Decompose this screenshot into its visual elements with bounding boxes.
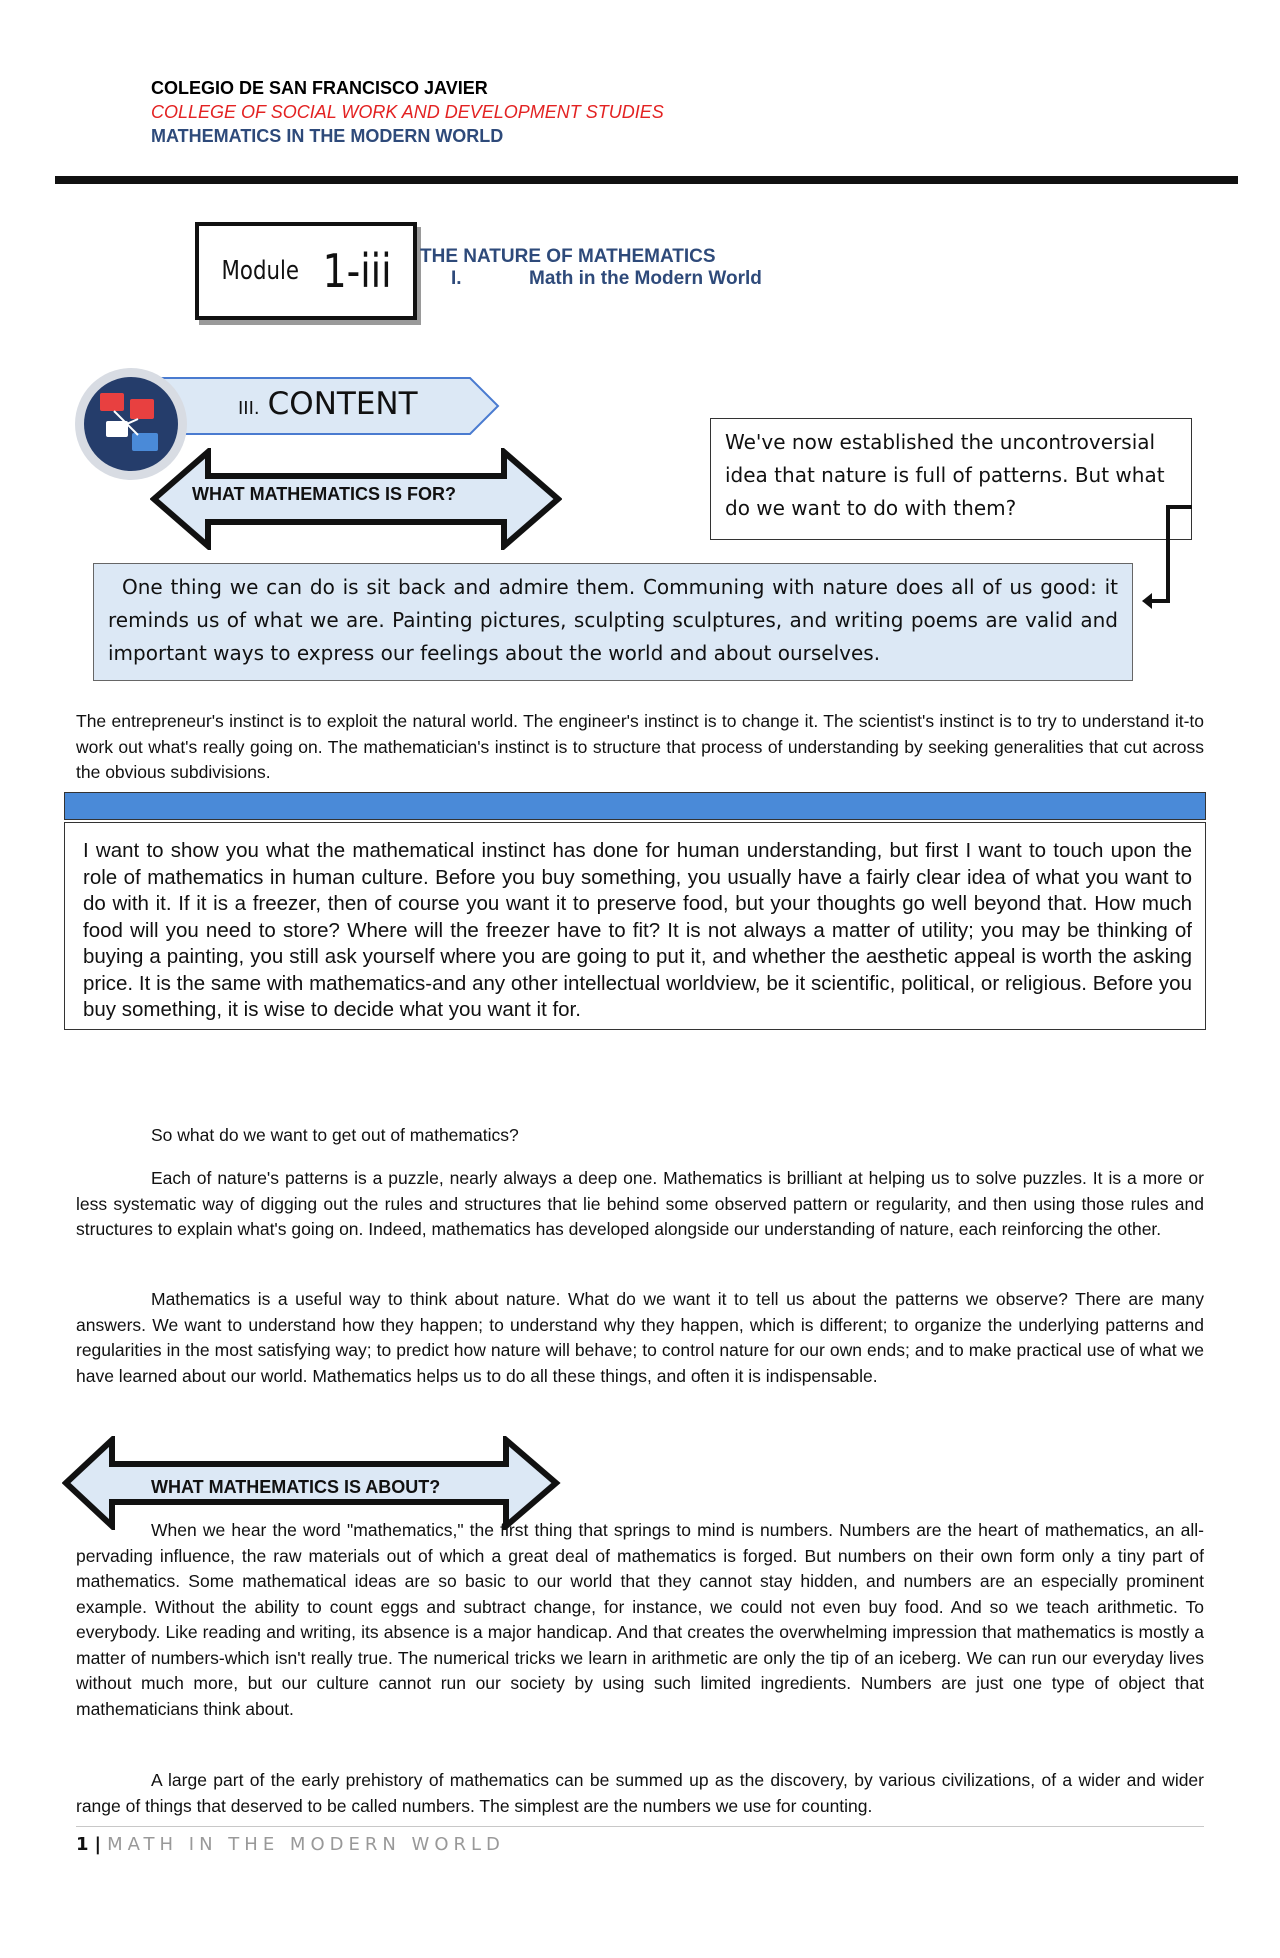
paragraph-question: So what do we want to get out of mathematics?: [151, 1125, 519, 1145]
footer-separator: |: [94, 1834, 102, 1855]
connector-arrow: [1140, 505, 1196, 609]
footer-rule: [76, 1826, 1204, 1827]
paragraph-puzzle: Each of nature's patterns is a puzzle, nearly always a deep one. Mathematics is brilliant at helping us to solve puzzles. It is a more or less systematic way of digging out the rules and structures that lie behind some observed pattern or regularity, and then using those rules and structures to explain what's going on. Indeed, mathematics has developed alongside our understanding of nature, each reinforcing the other.: [76, 1168, 1204, 1239]
module-subtitle: [451, 268, 762, 290]
page-number: 1: [76, 1834, 89, 1855]
module-box: [195, 222, 417, 320]
content-numeral: III.: [238, 398, 260, 419]
paragraph-prehistory: A large part of the early prehistory of mathematics can be summed up as the discovery, by various civilizations, of a wider and wider range of things that deserved to be called numbers. The simplest are the numbers we use for counting.: [76, 1770, 1204, 1816]
footer-text: MATH IN THE MODERN WORLD: [107, 1834, 505, 1855]
module-label: Module: [221, 256, 299, 286]
module-sub-numeral: I.: [451, 268, 462, 289]
admire-box: [93, 563, 1133, 681]
callout-box: We've now established the uncontroversial idea that nature is full of patterns. But what do we want to do with them?: [710, 418, 1192, 540]
module-title: THE NATURE OF MATHEMATICS: [420, 246, 716, 267]
content-heading: [238, 386, 418, 422]
module-number: 1-iii: [322, 244, 392, 298]
arrow-label-for: WHAT MATHEMATICS IS FOR?: [192, 484, 456, 504]
footer: [76, 1834, 505, 1855]
paragraph-numbers: When we hear the word "mathematics," the first thing that springs to mind is numbers. Numbers are the heart of mathematics, an all-pervading influence, the raw materials out of which a great deal of mathematics is forged. But numbers on their own form only a tiny part of mathematics. Some mathematical ideas are so basic to our world that they cannot stay hidden, and numbers are an especially prominent example. Without the ability to count eggs and subtract change, for instance, we could not even buy food. And so we teach arithmetic. To everybody. Like reading and writing, its absence is a major handicap. And that creates the overwhelming impression that mathematics is mostly a matter of numbers-which isn't really true. The numerical tricks we learn in arithmetic are only the tip of an iceberg. We can run our everyday lives without much more, but our culture cannot run our society by using such limited ingredients. Numbers are just one type of object that mathematicians think about.: [76, 1520, 1204, 1719]
content-title: CONTENT: [267, 386, 418, 422]
school-name: COLEGIO DE SAN FRANCISCO JAVIER: [151, 78, 488, 98]
arrow-label-about: WHAT MATHEMATICS IS ABOUT?: [151, 1477, 441, 1497]
paragraph-instinct: The entrepreneur's instinct is to exploit the natural world. The engineer's instinct is to change it. The scientist's instinct is to try to understand it-to work out what's really going on. The mathematician's instinct is to structure that process of understanding by seeking generalities that cut across the obvious subdivisions.: [76, 711, 1204, 782]
header-rule: [55, 176, 1238, 184]
admire-text: One thing we can do is sit back and admire them. Communing with nature does all of us good: it reminds us of what we are. Painting pictures, sculpting sculptures, and writing poems are valid and important ways to express our feelings about the world and about ourselves.: [108, 575, 1118, 665]
college-name: COLLEGE OF SOCIAL WORK AND DEVELOPMENT STUDIES: [151, 102, 664, 122]
paragraph-useful: Mathematics is a useful way to think about nature. What do we want it to tell us about the patterns we observe? There are many answers. We want to understand how they happen; to understand why they happen, which is different; to organize the underlying patterns and regularities in the most satisfying way; to predict how nature will behave; to control nature for our own ends; and to make practical use of what we have learned about our world. Mathematics helps us to do all these things, and often it is indispensable.: [76, 1289, 1204, 1386]
quote-text: I want to show you what the mathematical instinct has done for human understanding, but first I want to touch upon the role of mathematics in human culture. Before you buy something, you usually have a fairly clear idea of what you want to do with it. If it is a freezer, then of course you want it to preserve food, but your thoughts go well beyond that. How much food will you need to store? Where will the freezer have to fit? It is not always a matter of utility; you may be thinking of buying a painting, you still ask yourself where you are going to put it, and whether the aesthetic appeal is worth the asking price. It is the same with mathematics-and any other intellectual worldview, be it scientific, political, or religious. Before you buy something, it is wise to decide what you want it for.: [83, 839, 1192, 1021]
quote-header-bar: [64, 792, 1206, 820]
course-name: MATHEMATICS IN THE MODERN WORLD: [151, 126, 504, 146]
module-sub-title: Math in the Modern World: [529, 268, 762, 289]
